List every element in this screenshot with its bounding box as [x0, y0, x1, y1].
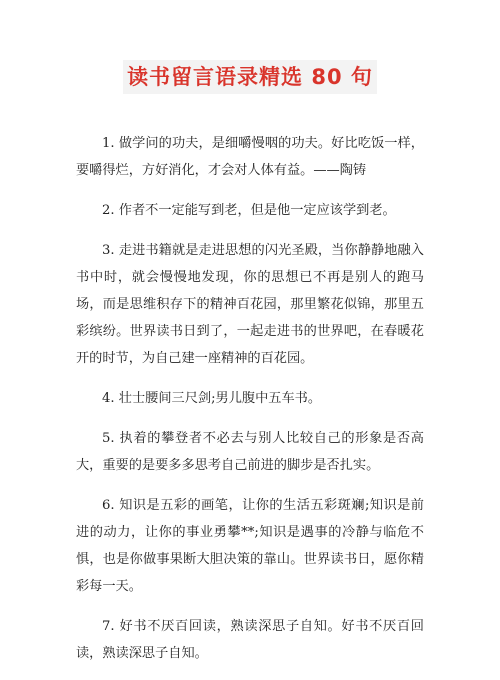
- quote-paragraph-7: 7. 好书不厌百回读，熟读深思子自知。好书不厌百回读，熟读深思子自知。: [76, 619, 424, 661]
- quote-paragraph-4: 4. 壮士腰间三尺剑;男儿腹中五车书。: [102, 391, 322, 406]
- quote-paragraph-5: 5. 执着的攀登者不必去与别人比较自己的形象是否高大，重要的是要多多思考自己前进的脚步是否扎实。: [76, 431, 424, 473]
- article-body: [76, 130, 424, 680]
- quote-paragraph-6: 6. 知识是五彩的画笔，让你的生活五彩斑斓;知识是前进的动力，让你的事业勇攀**;知识是遇事的冷静与临危不惧，也是你做事果断大胆决策的靠山。世界读书日，愿你精彩每一天。: [76, 498, 424, 594]
- quote-paragraph-3: 3. 走进书籍就是走进思想的闪光圣殿，当你静静地融入书中时，就会慢慢地发现，你的思想已不再是别人的跑马场，而是思维积存下的精神百花园，那里繁花似锦，那里五彩缤纷。世界读书日到了，一起走进书的世界吧，在春暖花开的时节，为自己建一座精神的百花园。: [76, 243, 424, 366]
- title-container: [0, 60, 500, 94]
- page-title: 读书留言语录精选 80 句: [123, 60, 377, 94]
- quote-paragraph-2: 2. 作者不一定能写到老，但是他一定应该学到老。: [102, 203, 396, 218]
- quote-paragraph-1: 1. 做学问的功夫，是细嚼慢咽的功夫。好比吃饭一样，要嚼得烂，方好消化，才会对人体有益。——陶铸: [76, 136, 424, 178]
